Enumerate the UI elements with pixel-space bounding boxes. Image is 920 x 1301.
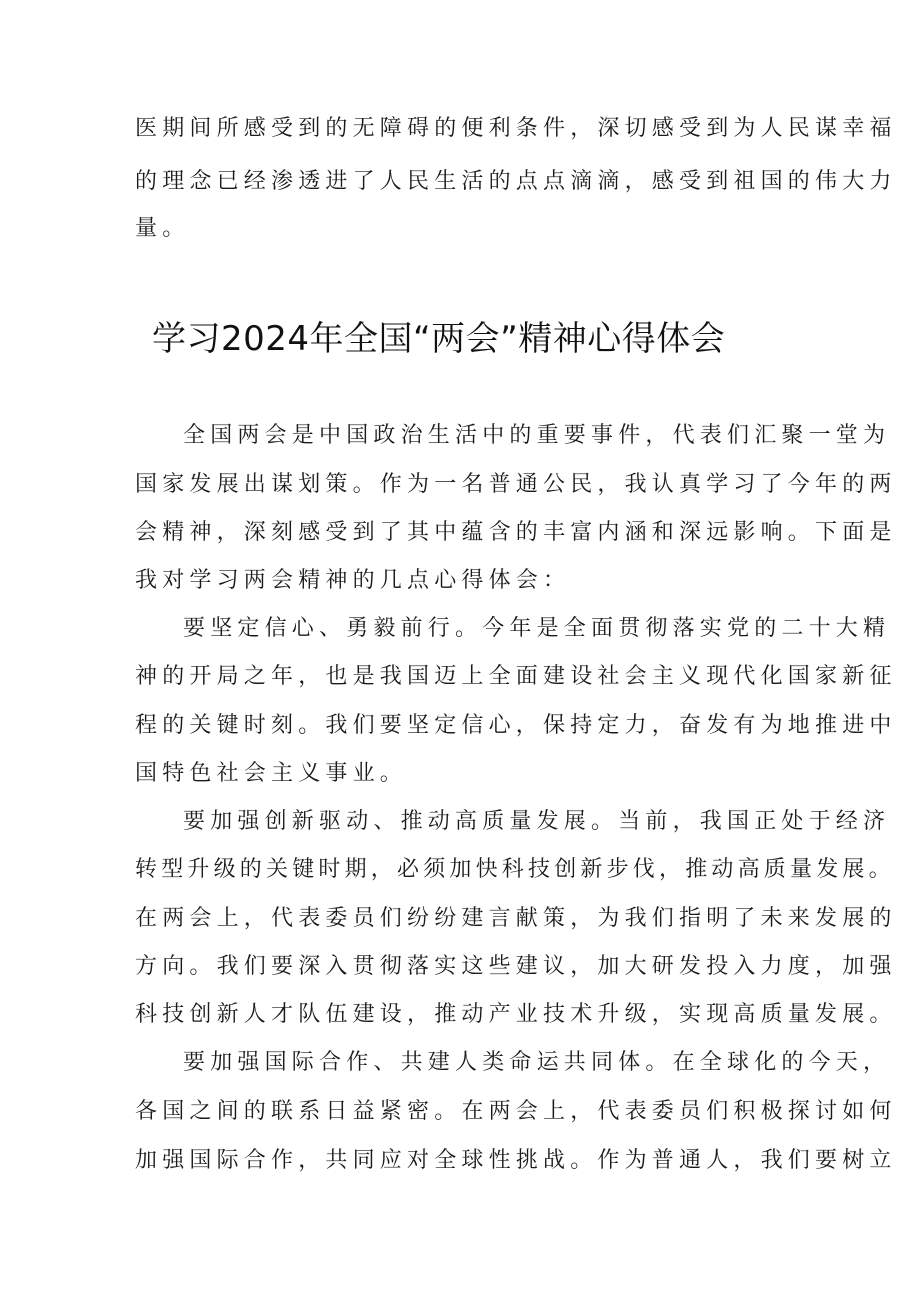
paragraph-2-line-4: 国特色社会主义事业。 (135, 761, 408, 786)
paragraph-2-line-1: 要坚定信心、勇毅前行。今年是全面贯彻落实党的二十大精 (183, 616, 891, 641)
paragraph-3-line-4: 方向。我们要深入贯彻落实这些建议，加大研发投入力度，加强 (135, 954, 897, 979)
paragraph-2-line-2: 神的开局之年，也是我国迈上全面建设社会主义现代化国家新征 (135, 664, 897, 689)
continuation-line-1: 医期间所感受到的无障碍的便利条件，深切感受到为人民谋幸福 (135, 116, 897, 141)
continuation-line-2: 的理念已经渗透进了人民生活的点点滴滴，感受到祖国的伟大力 (135, 169, 897, 194)
paragraph-1-line-3: 会精神，深刻感受到了其中蕴含的丰富内涵和深远影响。下面是 (135, 520, 897, 545)
paragraph-1-line-4: 我对学习两会精神的几点心得体会： (135, 568, 571, 593)
paragraph-3-line-5: 科技创新人才队伍建设，推动产业技术升级，实现高质量发展。 (135, 1002, 897, 1027)
paragraph-3-line-2: 转型升级的关键时期，必须加快科技创新步伐，推动高质量发展。 (135, 857, 895, 882)
continuation-line-3: 量。 (135, 216, 190, 241)
paragraph-4-line-1: 要加强国际合作、共建人类命运共同体。在全球化的今天， (183, 1050, 891, 1075)
document-title: 学习2024年全国“两会”精神心得体会 (152, 319, 726, 359)
paragraph-2-line-3: 程的关键时刻。我们要坚定信心，保持定力，奋发有为地推进中 (135, 713, 897, 738)
paragraph-3-line-1: 要加强创新驱动、推动高质量发展。当前，我国正处于经济 (183, 809, 891, 834)
paragraph-3-line-3: 在两会上，代表委员们纷纷建言献策，为我们指明了未来发展的 (135, 906, 897, 931)
paragraph-4-line-2: 各国之间的联系日益紧密。在两会上，代表委员们积极探讨如何 (135, 1099, 897, 1124)
paragraph-1-line-2: 国家发展出谋划策。作为一名普通公民，我认真学习了今年的两 (135, 472, 897, 497)
paragraph-1-line-1: 全国两会是中国政治生活中的重要事件，代表们汇聚一堂为 (183, 423, 891, 448)
paragraph-4-line-3: 加强国际合作，共同应对全球性挑战。作为普通人，我们要树立 (135, 1148, 897, 1173)
